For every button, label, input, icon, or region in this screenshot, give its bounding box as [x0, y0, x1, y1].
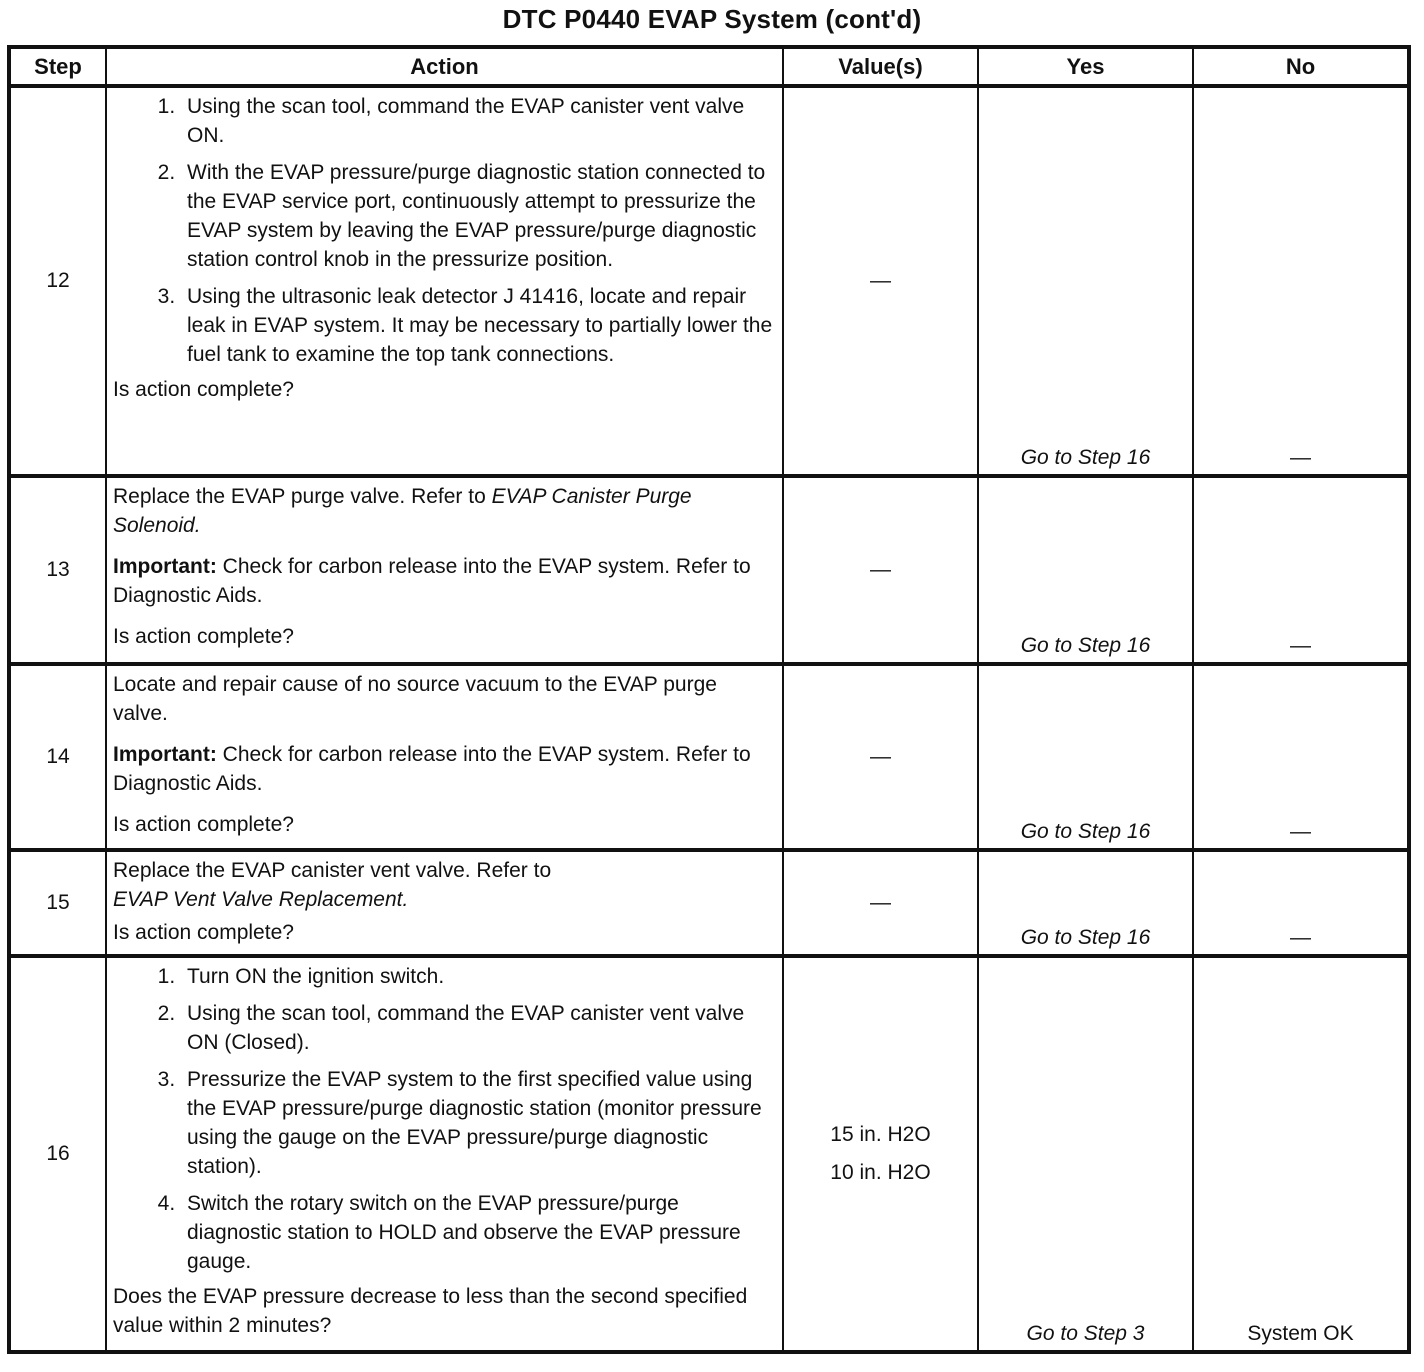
action-reference: EVAP Vent Valve Replacement.	[113, 888, 409, 911]
action-text: Locate and repair cause of no source vacuum to the EVAP purge valve.	[113, 673, 717, 725]
yes-cell	[978, 86, 1193, 476]
yes-cell	[978, 956, 1193, 1352]
action-cell	[106, 476, 783, 664]
header-row	[9, 47, 1409, 86]
action-list	[113, 962, 776, 1276]
value-cell: —	[783, 850, 978, 956]
value-second: 10 in. H2O	[830, 1161, 931, 1184]
important-note	[113, 740, 776, 798]
table-row	[9, 476, 1409, 664]
value-cell	[783, 956, 978, 1352]
yes-link: Go to Step 16	[1020, 634, 1151, 657]
important-note	[113, 552, 776, 610]
action-cell	[106, 850, 783, 956]
action-item: 2. Using the scan tool, command the EVAP canister vent valve ON (Closed).	[181, 999, 776, 1057]
table-row	[9, 956, 1409, 1352]
yes-link: Go to Step 16	[1020, 820, 1151, 843]
important-label: Important:	[113, 555, 217, 578]
no-cell: —	[1193, 664, 1409, 850]
action-item: 4. Switch the rotary switch on the EVAP pressure/purge diagnostic station to HOLD and observe the EVAP pressure gauge.	[181, 1189, 776, 1276]
diagnostic-table	[7, 45, 1411, 1354]
step-number: 12	[9, 86, 106, 476]
action-text-pre: Replace the EVAP canister vent valve. Refer to	[113, 859, 552, 882]
action-reference: EVAP Canister Purge Solenoid.	[113, 485, 692, 537]
action-item: 2. With the EVAP pressure/purge diagnostic station connected to the EVAP service port, continuously attempt to pressurize the EVAP system by leaving the EVAP pressure/purge diagnostic station control knob in the pressurize position.	[181, 158, 776, 274]
header-yes: Yes	[978, 47, 1193, 86]
action-text	[113, 482, 776, 540]
table-row	[9, 664, 1409, 850]
important-text: Check for carbon release into the EVAP system. Refer to Diagnostic Aids.	[113, 555, 751, 607]
table-row	[9, 86, 1409, 476]
action-question: Does the EVAP pressure decrease to less than the second specified value within 2 minutes?	[113, 1285, 748, 1337]
action-cell	[106, 664, 783, 850]
action-question: Is action complete?	[113, 813, 294, 836]
yes-cell	[978, 850, 1193, 956]
action-item: 3. Pressurize the EVAP system to the first specified value using the EVAP pressure/purge diagnostic station (monitor pressure using the gauge on the EVAP pressure/purge diagnostic station).	[181, 1065, 776, 1181]
no-cell: —	[1193, 476, 1409, 664]
value-cell: —	[783, 476, 978, 664]
action-question: Is action complete?	[113, 378, 294, 401]
action-text-pre: Replace the EVAP purge valve. Refer to	[113, 485, 492, 508]
header-no: No	[1193, 47, 1409, 86]
value-first: 15 in. H2O	[830, 1123, 931, 1146]
step-number: 13	[9, 476, 106, 664]
yes-link: Go to Step 16	[1020, 926, 1151, 949]
no-cell: —	[1193, 850, 1409, 956]
action-list	[113, 92, 776, 369]
no-cell: —	[1193, 86, 1409, 476]
yes-cell	[978, 664, 1193, 850]
value-cell: —	[783, 86, 978, 476]
header-action: Action	[106, 47, 783, 86]
action-item: 1. Turn ON the ignition switch.	[181, 962, 776, 991]
action-text	[113, 856, 776, 914]
header-values: Value(s)	[783, 47, 978, 86]
step-number: 15	[9, 850, 106, 956]
yes-link: Go to Step 16	[1020, 446, 1151, 469]
value-cell: —	[783, 664, 978, 850]
yes-cell	[978, 476, 1193, 664]
action-question: Is action complete?	[113, 921, 294, 944]
action-cell	[106, 956, 783, 1352]
yes-link: Go to Step 3	[1026, 1322, 1145, 1345]
action-cell	[106, 86, 783, 476]
header-step: Step	[9, 47, 106, 86]
step-number: 14	[9, 664, 106, 850]
important-text: Check for carbon release into the EVAP system. Refer to Diagnostic Aids.	[113, 743, 751, 795]
action-question: Is action complete?	[113, 625, 294, 648]
step-number: 16	[9, 956, 106, 1352]
page-title: DTC P0440 EVAP System (cont'd)	[502, 4, 922, 34]
action-item: 1. Using the scan tool, command the EVAP canister vent valve ON.	[181, 92, 776, 150]
important-label: Important:	[113, 743, 217, 766]
action-item: 3. Using the ultrasonic leak detector J 41416, locate and repair leak in EVAP system. It may be necessary to partially lower the fuel tank to examine the top tank connections.	[181, 282, 776, 369]
no-cell: System OK	[1193, 956, 1409, 1352]
table-row	[9, 850, 1409, 956]
